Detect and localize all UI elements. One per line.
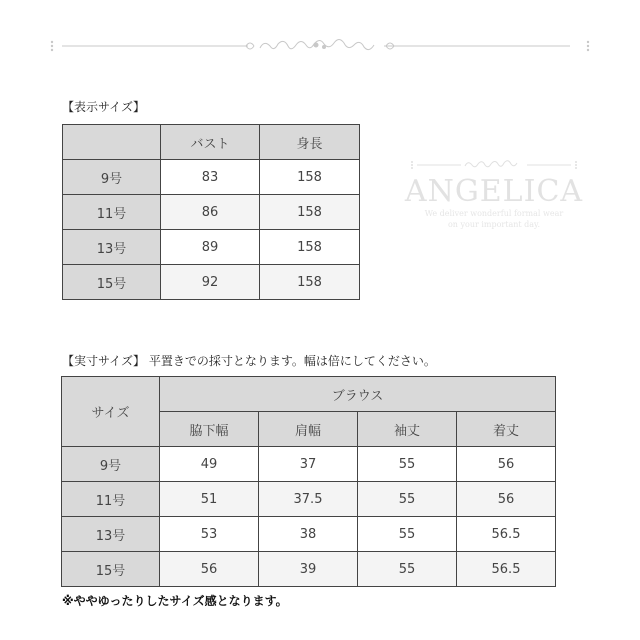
- sleeve-length-value: 55: [358, 517, 457, 552]
- sleeve-length-value: 55: [358, 447, 457, 482]
- underarm-width-value: 49: [160, 447, 259, 482]
- shoulder-width-value: 39: [259, 552, 358, 587]
- body-length-value: 56.5: [457, 517, 556, 552]
- bust-value: 92: [161, 265, 260, 300]
- table-row: [62, 482, 556, 517]
- size-label: 9号: [62, 447, 160, 482]
- brand-watermark: [404, 158, 584, 230]
- top-ornament-divider: [48, 36, 592, 56]
- blouse-group-header: ブラウス: [160, 377, 556, 412]
- table-row: [62, 447, 556, 482]
- height-value: 158: [260, 265, 360, 300]
- body-length-value: 56: [457, 482, 556, 517]
- actual-size-title: 【実寸サイズ】 平置きでの採寸となります。幅は倍にしてください。: [62, 354, 436, 368]
- display-size-table: [62, 124, 360, 300]
- fit-note: ※ややゆったりしたサイズ感となります。: [62, 594, 288, 608]
- table-header-row: [62, 377, 556, 412]
- brand-tagline-line2: on your important day.: [447, 220, 541, 229]
- header-cell-bust: バスト: [161, 125, 260, 160]
- size-label: 13号: [63, 230, 161, 265]
- bust-value: 89: [161, 230, 260, 265]
- underarm-width-value: 53: [160, 517, 259, 552]
- size-label: 11号: [63, 195, 161, 230]
- table-row: [62, 552, 556, 587]
- header-cell-blank: [63, 125, 161, 160]
- underarm-width-value: 56: [160, 552, 259, 587]
- height-value: 158: [260, 160, 360, 195]
- height-value: 158: [260, 195, 360, 230]
- bust-value: 83: [161, 160, 260, 195]
- sleeve-length-value: 55: [358, 552, 457, 587]
- sleeve-length-value: 55: [358, 482, 457, 517]
- display-size-title: 【表示サイズ】: [62, 100, 146, 114]
- header-cell-sleeve-length: 袖丈: [358, 412, 457, 447]
- table-row: [63, 265, 360, 300]
- header-cell-shoulder-width: 肩幅: [259, 412, 358, 447]
- underarm-width-value: 51: [160, 482, 259, 517]
- size-label: 11号: [62, 482, 160, 517]
- shoulder-width-value: 37: [259, 447, 358, 482]
- size-label: 13号: [62, 517, 160, 552]
- table-row: [63, 230, 360, 265]
- table-row: [63, 160, 360, 195]
- size-header-cell: サイズ: [62, 377, 160, 447]
- header-cell-height: 身長: [260, 125, 360, 160]
- header-cell-underarm-width: 脇下幅: [160, 412, 259, 447]
- shoulder-width-value: 38: [259, 517, 358, 552]
- actual-size-table: [61, 376, 556, 587]
- shoulder-width-value: 37.5: [259, 482, 358, 517]
- body-length-value: 56.5: [457, 552, 556, 587]
- brand-name: ANGELICA: [404, 174, 584, 209]
- height-value: 158: [260, 230, 360, 265]
- bust-value: 86: [161, 195, 260, 230]
- watermark-ornament-icon: [409, 158, 579, 172]
- header-cell-body-length: 着丈: [457, 412, 556, 447]
- brand-tagline-line1: We deliver wonderful formal wear: [424, 209, 564, 218]
- table-row: [62, 517, 556, 552]
- table-header-row: [63, 125, 360, 160]
- size-label: 9号: [63, 160, 161, 195]
- body-length-value: 56: [457, 447, 556, 482]
- size-label: 15号: [63, 265, 161, 300]
- table-row: [63, 195, 360, 230]
- size-label: 15号: [62, 552, 160, 587]
